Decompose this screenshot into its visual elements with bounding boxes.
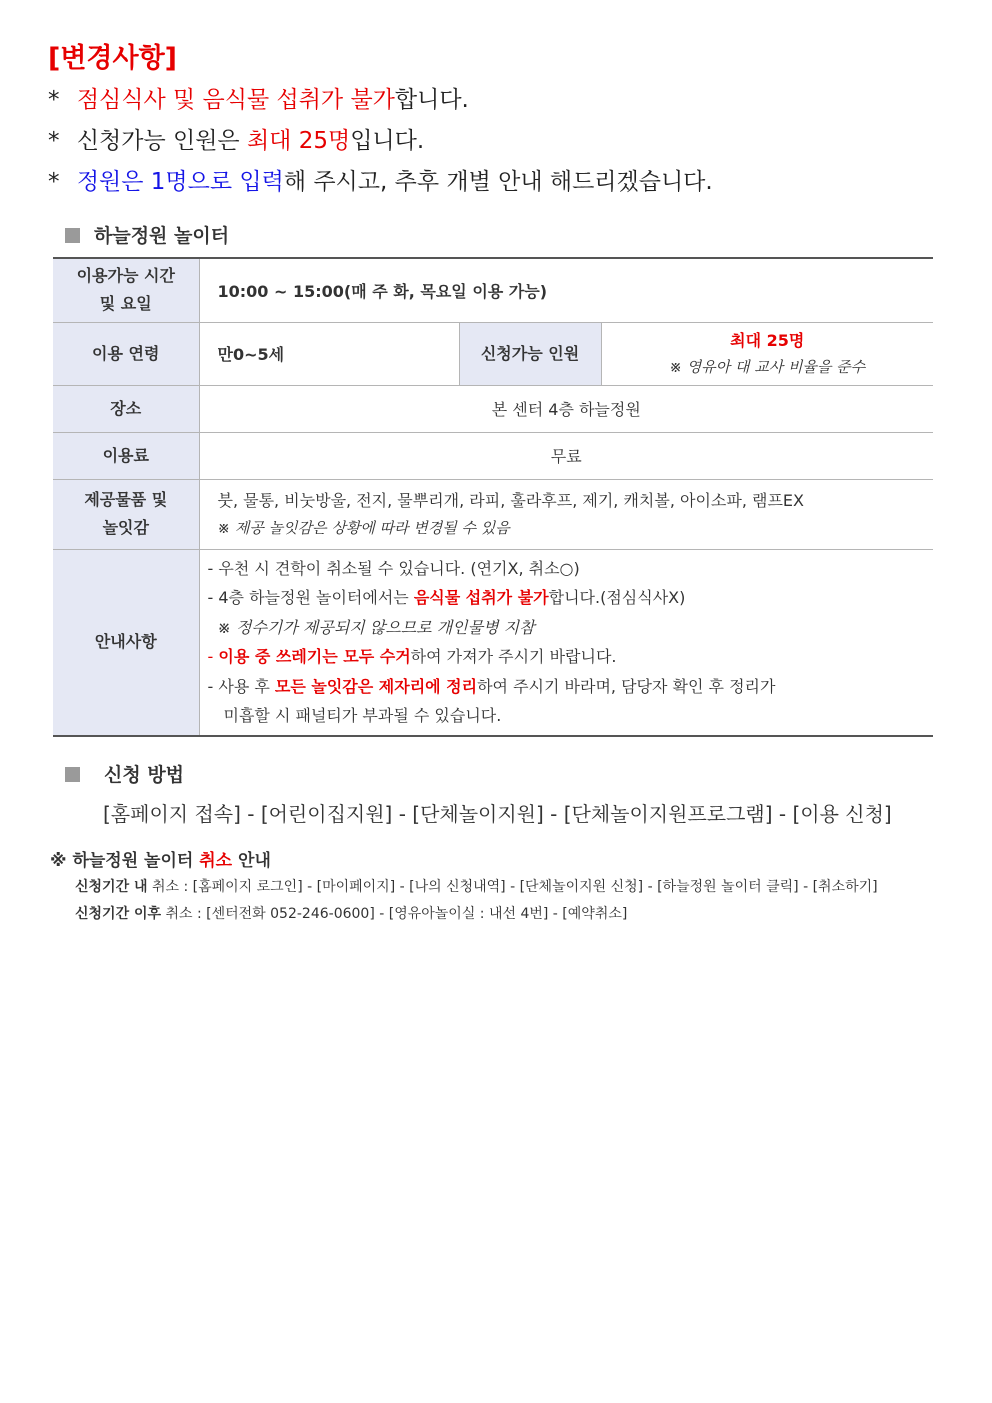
cancel-within-period: 신청기간 내 취소 : [홈페이지 로그인] - [마이페이지] - [나의 신청내역] - [단체놀이지원 신청] - [하늘정원 놀이터 클릭] - [취소하기] [75,879,878,895]
guide-line: - 이용 중 쓰레기는 모두 수거하여 가져가 주시기 바랍니다. [207,647,617,667]
table-row-guide [53,549,933,736]
guide-note: ※ 정수기가 제공되지 않으므로 개인물병 지참 [217,617,535,637]
table-row-place [53,385,933,432]
label-age: 이용 연령 [53,322,199,385]
value-time: 10:00 ~ 15:00(매 주 화, 목요일 이용 가능) [199,258,933,322]
notice-line-1 [48,80,713,121]
notice-bullet: * [48,169,60,195]
label-time: 이용가능 시간 및 요일 [53,258,199,322]
label-capacity: 신청가능 인원 [459,322,601,385]
notice-highlight: 정원은 1명으로 입력 [76,169,284,195]
playground-info-table [53,257,933,737]
table-row-time [53,258,933,322]
label-fee: 이용료 [53,432,199,479]
value-age: 만0~5세 [199,322,459,385]
table-row-fee [53,432,933,479]
capacity-max: 최대 25명 [730,330,805,350]
notice-bullet: * [48,128,60,154]
notice-text: 해 주시고, 추후 개별 안내 해드리겠습니다. [283,169,713,195]
supplies-note: ※ 제공 놀잇감은 상황에 따라 변경될 수 있음 [217,519,510,537]
notice-text: 합니다. [394,87,469,113]
notice-highlight: 점심식사 및 음식물 섭취가 불가 [76,87,395,113]
notice-line-2 [48,121,713,162]
value-capacity [601,322,933,385]
notice-text: 신청가능 인원은 [76,128,247,154]
value-fee: 무료 [199,432,933,479]
supplies-list: 붓, 물통, 비눗방울, 전지, 물뿌리개, 라피, 훌라후프, 제기, 캐치볼, 아이소파, 램프EX [217,491,804,510]
label-place: 장소 [53,385,199,432]
section-title-text: 신청 방법 [104,764,185,786]
value-place: 본 센터 4층 하늘정원 [199,385,933,432]
guide-line: - 사용 후 모든 놀잇감은 제자리에 정리하여 주시기 바라며, 담당자 확인 후 정리가 [207,676,776,696]
section-title-text: 하늘정원 놀이터 [94,225,230,247]
changes-block [48,38,713,203]
notice-bullet: * [48,87,60,113]
table-row-age [53,322,933,385]
cancel-after-period: 신청기간 이후 취소 : [센터전화 052-246-0600] - [영유아놀이실 : 내선 4번] - [예약취소] [75,906,628,922]
square-bullet-icon [65,228,80,243]
value-guide [199,549,933,736]
capacity-note: ※ 영유아 대 교사 비율을 준수 [669,357,866,376]
table-row-supplies [53,479,933,549]
guide-line: 미흡할 시 패널티가 부과될 수 있습니다. [223,706,502,726]
notice-highlight: 최대 25명 [246,128,351,154]
section-title-playground [65,221,229,248]
guide-line: - 우천 시 견학이 취소될 수 있습니다. (연기X, 취소○) [207,558,580,578]
value-supplies [199,479,933,549]
guide-line: - 4층 하늘정원 놀이터에서는 음식물 섭취가 불가합니다.(점심식사X) [207,588,686,608]
cancel-title: ※ 하늘정원 놀이터 취소 안내 [50,851,271,871]
changes-title: [변경사항] [48,43,178,74]
section-title-apply [65,760,184,787]
square-bullet-icon [65,767,80,782]
notice-text: 입니다. [350,128,425,154]
apply-path: [홈페이지 접속] - [어린이집지원] - [단체놀이지원] - [단체놀이지원프로그램] - [이용 신청] [103,802,892,826]
notice-line-3 [48,162,713,203]
label-supplies: 제공물품 및 놀잇감 [53,479,199,549]
label-guide: 안내사항 [53,549,199,736]
